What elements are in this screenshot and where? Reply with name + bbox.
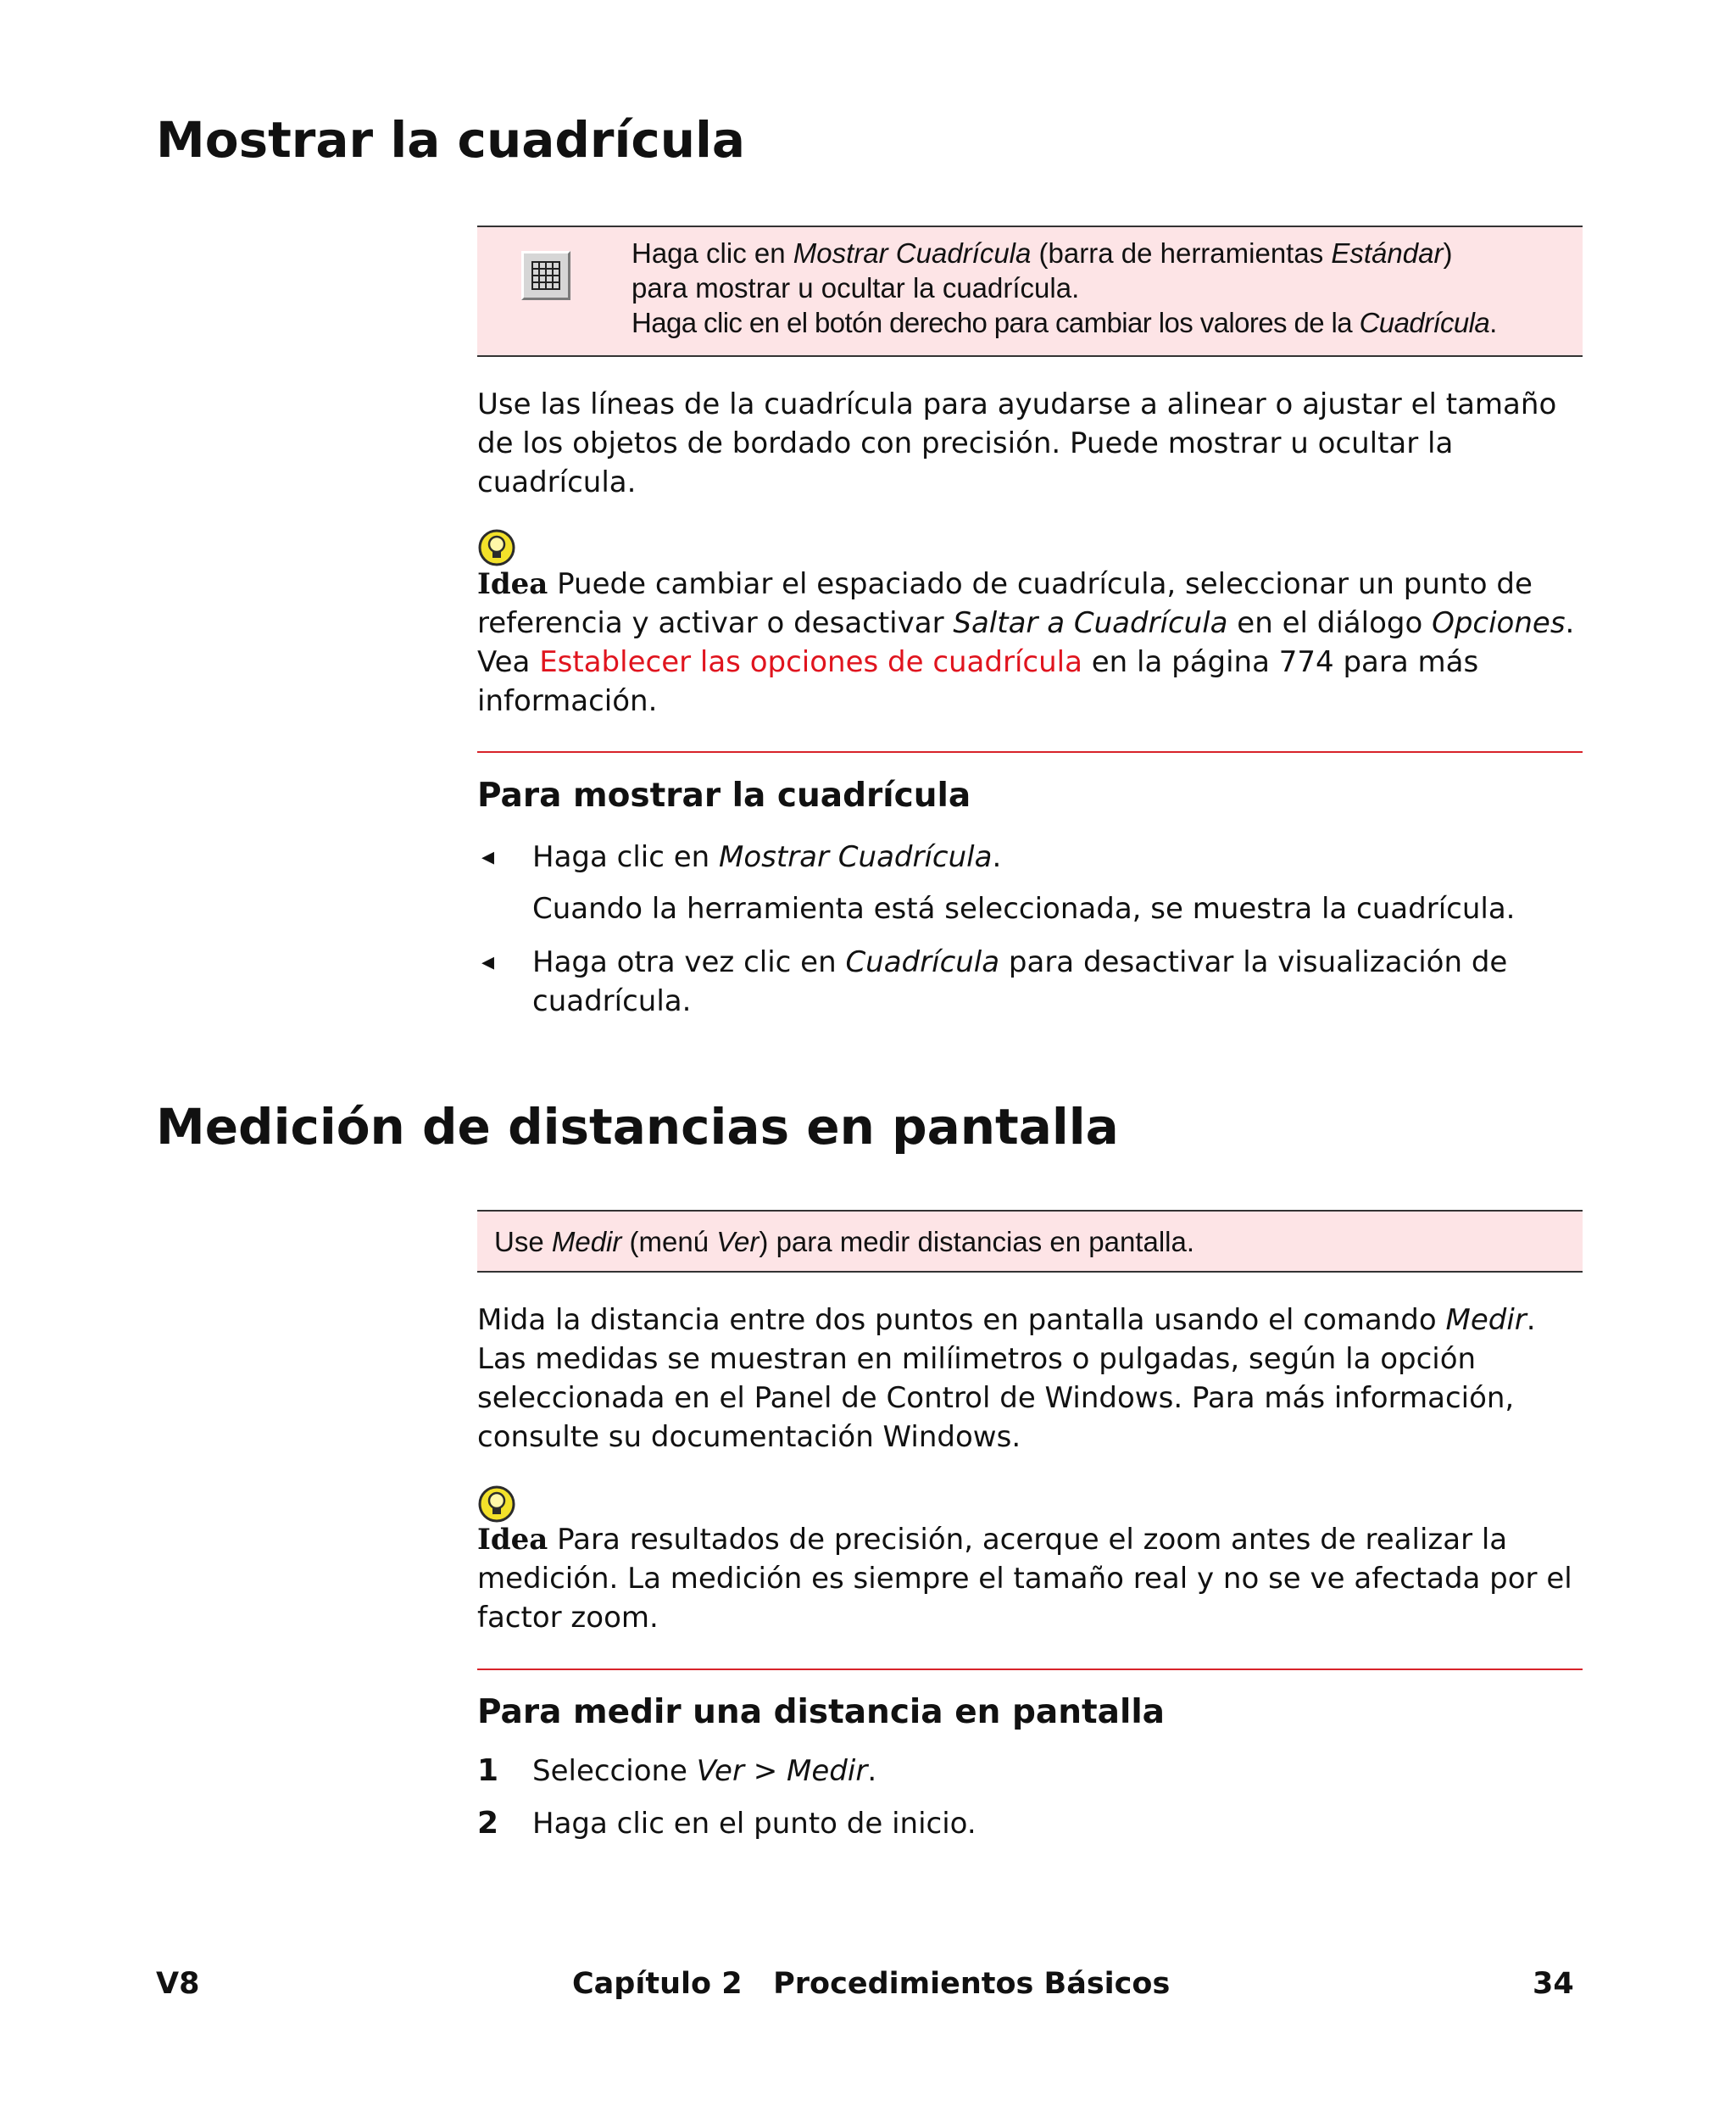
lightbulb-icon <box>478 1485 515 1523</box>
footer-chapter: Capítulo 2 Procedimientos Básicos <box>572 1967 1171 2001</box>
step-item: Haga clic en Mostrar Cuadrícula. <box>532 840 1002 874</box>
step-item: Haga clic en el punto de inicio. <box>532 1807 976 1841</box>
idea-label: Idea <box>477 1523 548 1557</box>
measure-intro-paragraph: Mida la distancia entre dos puntos en pantalla usando el comando Medir. Las medidas se muestran en milíimetros o pulgadas, según la opción seleccionada en el Panel de Control de Windows. Para más información, consulte su documentación Windows. <box>477 1303 1536 1454</box>
procedure-title-show-grid: Para mostrar la cuadrícula <box>477 777 971 815</box>
tip-line-3: Haga clic en el botón derecho para cambiar los valores de la Cuadrícula. <box>632 307 1497 338</box>
footer-version: V8 <box>156 1967 200 2001</box>
footer-page-number: 34 <box>1533 1967 1574 2001</box>
tip-box-measure <box>477 1210 1583 1273</box>
section-divider <box>477 751 1583 753</box>
procedure-title-measure: Para medir una distancia en pantalla <box>477 1693 1166 1731</box>
section-title-measure: Medición de distancias en pantalla <box>156 1098 1119 1156</box>
step-item: Seleccione Ver > Medir. <box>532 1754 877 1788</box>
step-number: 2 <box>477 1806 499 1841</box>
grid-intro-paragraph: Use las líneas de la cuadrícula para ayudarse a alinear o ajustar el tamaño de los objetos de bordado con precisión. Puede mostrar u ocultar la cuadrícula. <box>477 387 1557 499</box>
step-result: Cuando la herramienta está seleccionada, se muestra la cuadrícula. <box>532 892 1516 926</box>
idea-measure-paragraph: Idea Para resultados de precisión, acerque el zoom antes de realizar la medición. La medición es siempre el tamaño real y no se ve afectada por el factor zoom. <box>477 1523 1572 1635</box>
bullet-marker: ◂ <box>481 947 495 977</box>
tip-box-show-grid <box>477 226 1583 357</box>
tip-line-1: Haga clic en Mostrar Cuadrícula (barra de herramientas Estándar) <box>632 237 1453 269</box>
bullet-marker: ◂ <box>481 842 495 872</box>
grid-options-link[interactable]: Establecer las opciones de cuadrícula <box>539 645 1082 679</box>
idea-label: Idea <box>477 567 548 601</box>
tip-line-2: para mostrar u ocultar la cuadrícula. <box>632 272 1080 304</box>
tip-line-1: Use Medir (menú Ver) para medir distancias en pantalla. <box>494 1226 1195 1257</box>
tip-text <box>632 236 1572 340</box>
section-title-grid: Mostrar la cuadrícula <box>156 111 746 169</box>
step-item: Haga otra vez clic en Cuadrícula para desactivar la visualización de cuadrícula. <box>532 945 1508 1018</box>
step-number: 1 <box>477 1753 499 1788</box>
grid-icon[interactable] <box>521 251 570 300</box>
section-divider <box>477 1669 1583 1670</box>
lightbulb-icon <box>478 529 515 566</box>
idea-grid-paragraph: Idea Puede cambiar el espaciado de cuadrícula, seleccionar un punto de referencia y activar o desactivar Saltar a Cuadrícula en el diálogo Opciones. Vea Establecer las opciones de cuadrícula en la página 774 para más información. <box>477 567 1575 718</box>
